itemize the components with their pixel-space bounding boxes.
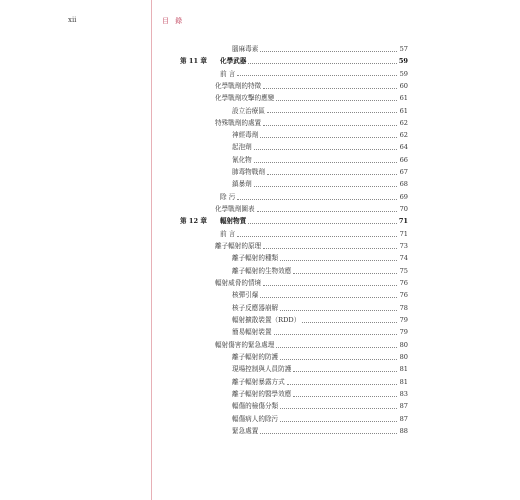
toc-entry-row[interactable]	[180, 203, 408, 215]
toc-page-number: 76	[399, 291, 408, 300]
toc-page-number: 70	[399, 205, 408, 214]
toc-entry-row[interactable]	[180, 401, 408, 413]
dot-leader	[263, 88, 397, 89]
toc-entry-title: 離子輻射的防護	[232, 353, 279, 362]
margin-rule	[151, 0, 152, 500]
toc-page-number: 62	[399, 131, 408, 140]
dot-leader	[248, 63, 397, 64]
toc-page-number: 59	[399, 69, 408, 78]
toc-entry-title: 起泡劑	[232, 143, 252, 152]
dot-leader	[254, 149, 397, 150]
dot-leader	[260, 51, 397, 52]
dot-leader	[280, 260, 397, 261]
dot-leader	[276, 347, 397, 348]
toc-entry-row[interactable]	[180, 240, 408, 252]
toc-entry-row[interactable]	[180, 302, 408, 314]
toc-entry-row[interactable]	[180, 376, 408, 388]
toc-entry-row[interactable]	[180, 154, 408, 166]
toc-entry-title: 設立治療區	[232, 106, 265, 115]
toc-entry-title: 前 言	[220, 229, 236, 238]
toc-page-number: 83	[399, 390, 408, 399]
toc-page-number: 59	[398, 57, 408, 66]
toc-entry-title: 離子輻射的原理	[215, 242, 262, 251]
toc-entry-row[interactable]	[180, 327, 408, 339]
toc-page-number: 79	[399, 316, 408, 325]
toc-entry-title: 肺毒物戰劑	[232, 168, 265, 177]
dot-leader	[287, 384, 397, 385]
toc-page-number: 62	[399, 118, 408, 127]
toc-page-number: 74	[399, 254, 408, 263]
toc-entry-row[interactable]	[180, 105, 408, 117]
toc-page-number: 87	[399, 414, 408, 423]
toc-entry-title: 輻射擴散裝置（RDD）	[232, 316, 301, 325]
toc-entry-title: 特殊戰劑的處置	[215, 118, 262, 127]
toc-entry-row[interactable]	[180, 364, 408, 376]
dot-leader	[263, 125, 397, 126]
toc-entry-row[interactable]	[180, 425, 408, 437]
page-number: xii	[68, 16, 77, 24]
toc-page-number: 66	[399, 155, 408, 164]
toc-entry-title: 緊急處置	[232, 427, 259, 436]
toc-page-number: 73	[399, 242, 408, 251]
toc-entry-row[interactable]	[180, 179, 408, 191]
dot-leader	[263, 285, 397, 286]
dot-leader	[254, 186, 397, 187]
dot-leader	[267, 112, 397, 113]
toc-page-number: 79	[399, 328, 408, 337]
toc-entry-row[interactable]	[180, 92, 408, 104]
toc-entry-title: 鎮暴劑	[232, 180, 252, 189]
toc-entry-title: 除 污	[220, 192, 236, 201]
toc-page-number: 88	[399, 427, 408, 436]
toc-page-number: 71	[399, 229, 408, 238]
running-head: 目 錄	[162, 17, 185, 25]
toc-entry-title: 核彈引爆	[232, 291, 259, 300]
toc-page-number: 60	[399, 81, 408, 90]
toc-entry-title: 輻傷病人的除污	[232, 414, 279, 423]
toc-page-number: 57	[399, 44, 408, 53]
dot-leader	[237, 199, 397, 200]
toc-entry-title: 現場控制與人員防護	[232, 365, 292, 374]
dot-leader	[267, 174, 397, 175]
toc-page-number: 68	[399, 180, 408, 189]
dot-leader	[280, 421, 397, 422]
toc-page-number: 76	[399, 279, 408, 288]
toc-entry-row[interactable]	[180, 413, 408, 425]
table-of-contents	[180, 43, 408, 438]
toc-entry-title: 腦麻毒素	[232, 44, 259, 53]
toc-entry-title: 輻射物質	[220, 217, 247, 226]
toc-entry-row[interactable]	[180, 388, 408, 400]
dot-leader	[302, 322, 397, 323]
toc-page-number: 81	[399, 377, 408, 386]
toc-entry-title: 核子反應器崩解	[232, 303, 279, 312]
toc-page-number: 61	[399, 106, 408, 115]
dot-leader	[237, 236, 397, 237]
toc-page-number: 67	[399, 168, 408, 177]
dot-leader	[260, 433, 397, 434]
toc-page-number: 71	[398, 217, 408, 226]
toc-entry-row[interactable]	[180, 142, 408, 154]
toc-entry-title: 離子輻射的生物效應	[232, 266, 292, 275]
toc-entry-title: 離子輻射的種類	[232, 254, 279, 263]
toc-entry-title: 輻射威脅的情境	[215, 279, 262, 288]
toc-page-number: 75	[399, 266, 408, 275]
toc-page-number: 78	[399, 303, 408, 312]
toc-entry-row[interactable]	[180, 253, 408, 265]
toc-entry-row[interactable]	[180, 339, 408, 351]
dot-leader	[280, 310, 397, 311]
toc-entry-row[interactable]	[180, 166, 408, 178]
chapter-number: 第 11 章	[180, 57, 207, 66]
dot-leader	[274, 334, 397, 335]
toc-entry-title: 化學戰劑攻擊的應變	[215, 94, 275, 103]
toc-entry-title: 神經毒劑	[232, 131, 259, 140]
toc-entry-title: 化學戰劑圖表	[215, 205, 255, 214]
toc-entry-title: 輻傷的檢傷分類	[232, 402, 279, 411]
dot-leader	[263, 248, 397, 249]
toc-page-number: 80	[399, 353, 408, 362]
toc-chapter-row[interactable]	[180, 216, 408, 228]
dot-leader	[293, 396, 397, 397]
chapter-number: 第 12 章	[180, 217, 207, 226]
dot-leader	[257, 211, 397, 212]
dot-leader	[293, 371, 397, 372]
dot-leader	[237, 75, 397, 76]
toc-entry-row[interactable]	[180, 290, 408, 302]
dot-leader	[280, 359, 397, 360]
dot-leader	[280, 408, 397, 409]
toc-entry-title: 輻射傷害的緊急處理	[215, 340, 275, 349]
toc-page-number: 80	[399, 340, 408, 349]
toc-chapter-row[interactable]	[180, 55, 408, 67]
toc-page-number: 61	[399, 94, 408, 103]
dot-leader	[254, 162, 397, 163]
toc-entry-row[interactable]	[180, 43, 408, 55]
toc-entry-row[interactable]	[180, 129, 408, 141]
dot-leader	[260, 137, 397, 138]
toc-entry-row[interactable]	[180, 314, 408, 326]
toc-entry-title: 化學武器	[220, 57, 247, 66]
toc-page-number: 87	[399, 402, 408, 411]
toc-entry-row[interactable]	[180, 117, 408, 129]
toc-entry-title: 前 言	[220, 69, 236, 78]
toc-page-number: 69	[399, 192, 408, 201]
dot-leader	[293, 273, 397, 274]
dot-leader	[260, 297, 397, 298]
toc-page-number: 81	[399, 365, 408, 374]
toc-entry-title: 簡易輻射裝置	[232, 328, 272, 337]
toc-entry-title: 離子輻射暴露方式	[232, 377, 285, 386]
toc-entry-row[interactable]	[180, 68, 408, 80]
toc-page-number: 64	[399, 143, 408, 152]
toc-entry-title: 離子輻射的醫學效應	[232, 390, 292, 399]
toc-entry-title: 化學戰劑的特徵	[215, 81, 262, 90]
toc-entry-row[interactable]	[180, 277, 408, 289]
dot-leader	[276, 100, 397, 101]
toc-entry-row[interactable]	[180, 265, 408, 277]
toc-entry-title: 氰化物	[232, 155, 252, 164]
dot-leader	[248, 223, 397, 224]
toc-entry-row[interactable]	[180, 80, 408, 92]
toc-entry-row[interactable]	[180, 228, 408, 240]
toc-entry-row[interactable]	[180, 351, 408, 363]
toc-entry-row[interactable]	[180, 191, 408, 203]
